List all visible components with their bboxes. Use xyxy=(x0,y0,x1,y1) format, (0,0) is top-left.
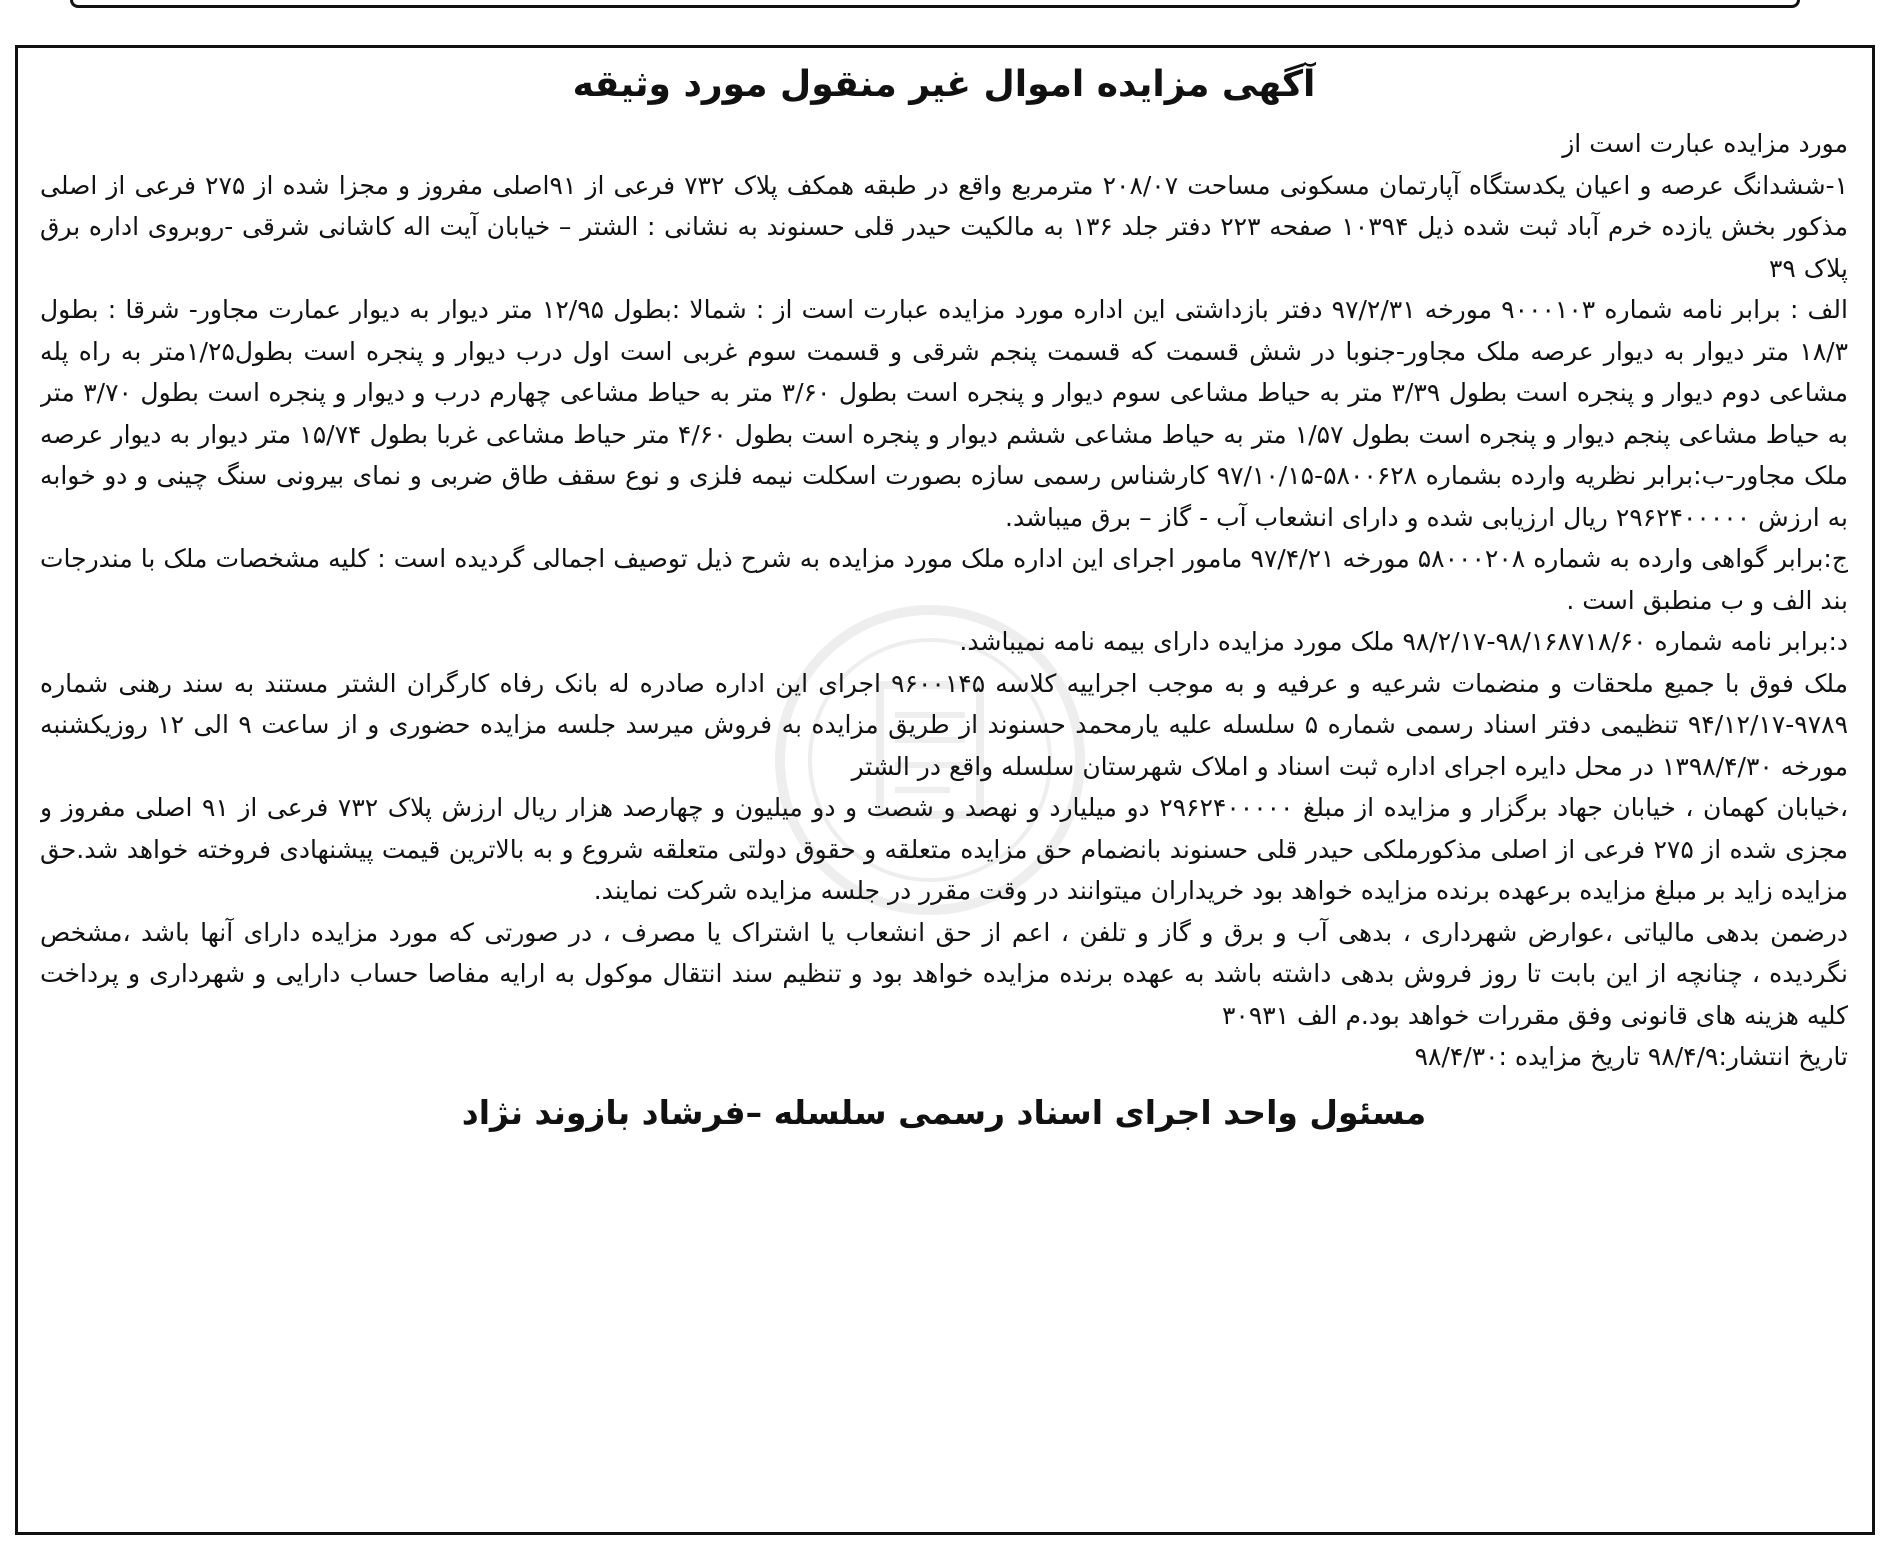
auction-subject-intro: مورد مزایده عبارت است از xyxy=(1562,129,1848,158)
notice-content xyxy=(40,55,1848,1523)
boundaries-clause: الف : برابر نامه شماره ۹۰۰۰۱۰۳ مورخه ۹۷/۲/۳۱ دفتر بازداشتی این اداره مورد مزایده عبارت است از : شمالا :بطول ۱۲/۹۵ متر دیوار به دیوار عمارت مجاور- شرقا : بطول ۱۸/۳ متر دیوار به دیوار عرصه ملک مجاور-جنوبا در شش قسمت که قسمت پنجم شرقی و قسمت سوم غربی است اول درب دیوار و پنجره است بطول۱/۲۵متر به راه پله مشاعی دوم دیوار و پنجره است بطول ۳/۳۹ متر به حیاط مشاعی سوم دیوار و پنجره است بطول ۳/۶۰ متر به حیاط مشاعی چهارم درب و دیوار و پنجره است بطول ۳/۷۰ متر به حیاط مشاعی پنجم دیوار و پنجره است بطول ۱/۵۷ متر به حیاط مشاعی ششم دیوار و پنجره است بطول ۴/۶۰ متر حیاط مشاعی غربا بطول ۱۵/۷۴ متر دیوار به دیوار عرصه ملک مجاور-ب:برابر نظریه وارده بشماره ۵۸۰۰۶۲۸-۹۷/۱۰/۱۵ کارشناس رسمی سازه بصورت اسکلت نیمه فلزی و نوع سقف طاق ضربی و نمای بیرونی سنگ چینی و دو خوابه به ارزش ۲۹۶۲۴۰۰۰۰۰ ریال ارزیابی شده و دارای انشعاب آب - گاز – برق میباشد. xyxy=(40,295,1848,532)
property-description: ۱-ششدانگ عرصه و اعیان یکدستگاه آپارتمان مسکونی مساحت ۲۰۸/۰۷ مترمربع واقع در طبقه همکف پلاک ۷۳۲ فرعی از ۹۱اصلی مفروز و مجزا شده از ۲۷۵ فرعی از اصلی مذکور بخش یازده خرم آباد ثبت شده ذیل ۱۰۳۹۴ صفحه ۲۲۳ دفتر جلد ۱۳۶ به مالکیت حیدر قلی حسنوند به نشانی : الشتر – خیابان آیت اله کاشانی شرقی -روبروی اداره برق پلاک ۳۹ xyxy=(40,170,1848,283)
debts-clause: درضمن بدهی مالیاتی ،عوارض شهرداری ، بدهی آب و برق و گاز و تلفن ، اعم از حق انشعاب یا اشتراک یا مصرف ، در صورتی که مورد مزایده دارای آنها باشد ،مشخص نگردیده ، چنانچه از این بابت تا روز فروش بدهی داشته باشد به عهده برنده مزایده خواهد بود و تنظیم سند انتقال موکول به ارایه مفاصا حساب دارایی و شهرداری و پرداخت کلیه هزینه های قانونی وفق مقررات خواهد بود.م الف ۳۰۹۳۱ xyxy=(40,917,1848,1030)
inspection-clause: ج:برابر گواهی وارده به شماره ۵۸۰۰۰۲۰۸ مورخه ۹۷/۴/۲۱ مامور اجرای این اداره ملک مورد مزایده به شرح ذیل توصیف اجمالی گردیده است : کلیه مشخصات ملک با مندرجات بند الف و ب منطبق است . xyxy=(40,544,1848,615)
auction-session-clause: ملک فوق با جمیع ملحقات و منضمات شرعیه و عرفیه و به موجب اجراییه کلاسه ۹۶۰۰۱۴۵ اجرای این اداره صادره له بانک رفاه کارگران الشتر مستند به سند رهنی شماره ۹۷۸۹-۹۴/۱۲/۱۷ تنظیمی دفتر اسناد رسمی شماره ۵ سلسله علیه یارمحمد حسنوند از طریق مزایده به فروش میرسد جلسه مزایده حضوری و از ساعت ۹ الی ۱۲ روزیکشنبه مورخه ۱۳۹۸/۴/۳۰ در محل دایره اجرای اداره ثبت اسناد و املاک شهرستان سلسله واقع در الشتر xyxy=(40,668,1848,781)
notice-title: آگهی مزایده اموال غیر منقول مورد وثیقه xyxy=(572,64,1316,105)
signature-line: مسئول واحد اجرای اسناد رسمی سلسله –فرشاد بازوند نژاد xyxy=(461,1092,1427,1132)
insurance-clause: د:برابر نامه شماره ۹۸/۱۶۸۷۱۸/۶۰-۹۸/۲/۱۷ ملک مورد مزایده دارای بیمه نامه نمیباشد. xyxy=(959,627,1848,656)
top-border-decoration xyxy=(70,0,1800,8)
starting-price-clause: ،خیابان کهمان ، خیابان جهاد برگزار و مزایده از مبلغ ۲۹۶۲۴۰۰۰۰۰ دو میلیارد و نهصد و شصت و دو میلیون و چهارصد هزار ریال ارزش پلاک ۷۳۲ فرعی از ۹۱ اصلی مفروز و مجزی شده از ۲۷۵ فرعی از اصلی مذکورملکی حیدر قلی حسنوند بانضمام حق مزایده متعلقه و حقوق دولتی متعلقه شروع و به بالاترین قیمت پیشنهادی فروخته خواهد شد.حق مزایده زاید بر مبلغ مزایده برعهده برنده مزایده خواهد بود خریداران میتوانند در وقت مقرر در جلسه مزایده شرکت نمایند. xyxy=(40,793,1848,905)
dates-line: تاریخ انتشار:۹۸/۴/۹ تاریخ مزایده :۹۸/۴/۳۰ xyxy=(1414,1042,1848,1071)
